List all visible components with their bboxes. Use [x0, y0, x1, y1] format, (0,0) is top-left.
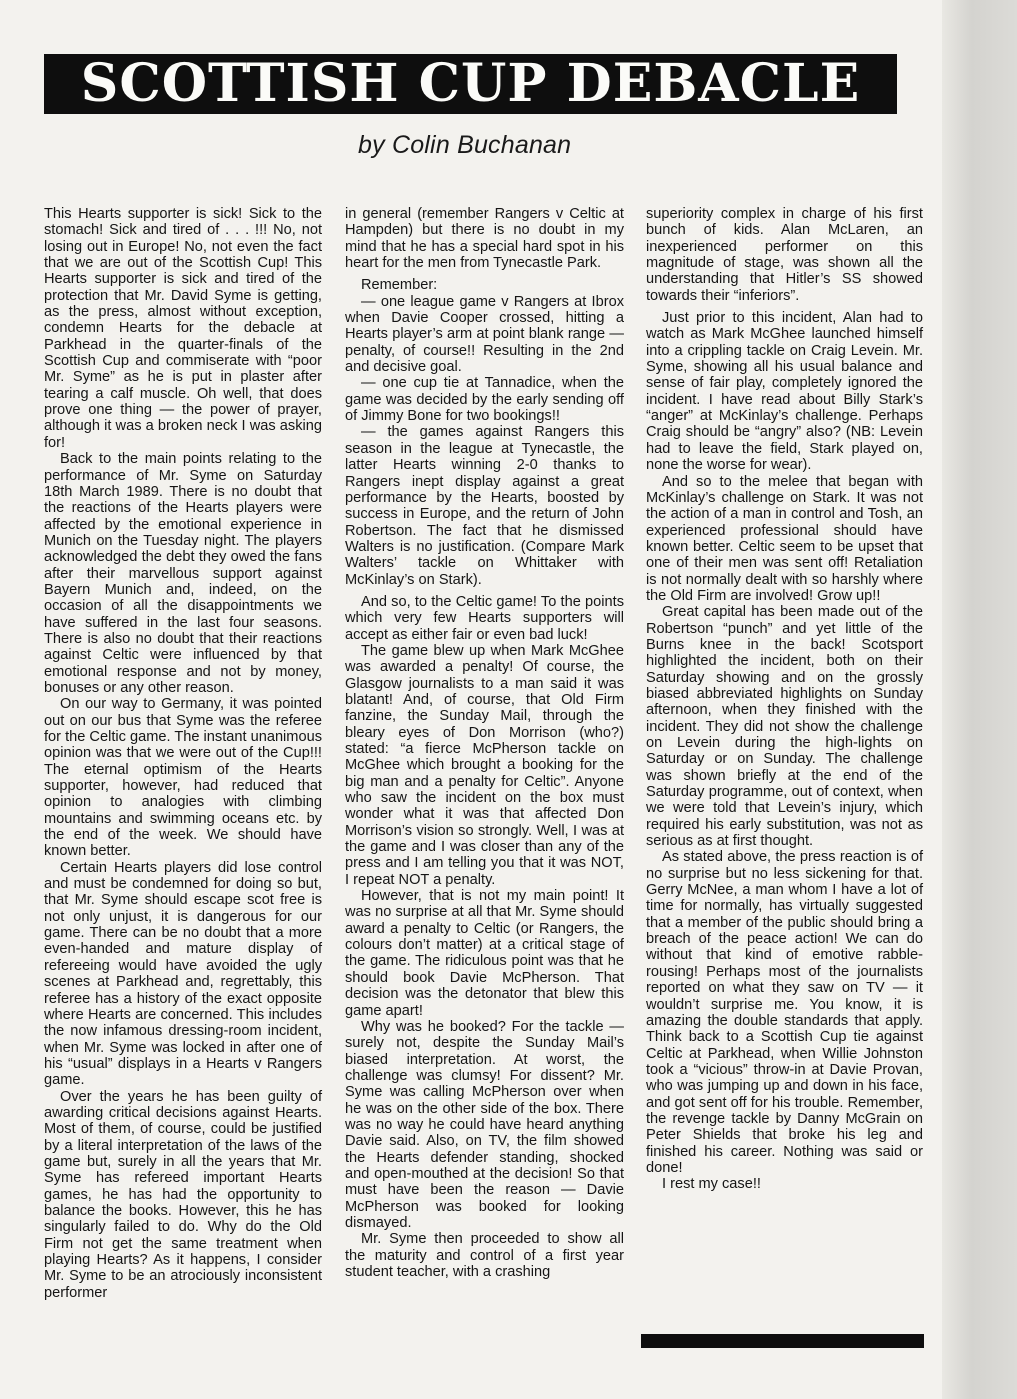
- title-banner: [44, 54, 897, 114]
- article-column-3: [646, 206, 923, 1193]
- paragraph: This Hearts supporter is sick! Sick to the stomach! Sick and tired of . . . !!! No, not losing out in Europe! No, not even the fact that we are out of the Scottish Cup! This Hearts supporter is sick and tired of the protection that Mr. David Syme is getting, as the press, almost without exception, condemn Hearts for the debacle at Parkhead in the quarter-finals of the Scottish Cup and commiserate with “poor Mr. Syme” as he is put in plaster after tearing a calf muscle. Oh well, that does prove one thing — the power of prayer, although it was a broken neck I was asking for!: [44, 206, 322, 451]
- paragraph: in general (remember Rangers v Celtic at Hampden) but there is no doubt in my mind that he has a special hard spot in his heart for the men from Tynecastle Park.: [345, 206, 624, 272]
- paragraph: Mr. Syme then proceeded to show all the maturity and control of a first year student teacher, with a crashing: [345, 1231, 624, 1280]
- paragraph: Back to the main points relating to the performance of Mr. Syme on Saturday 18th March 1989. There is no doubt that the reactions of the Hearts players were affected by the emotional experience in Munich on the Tuesday night. The players acknowledged the debt they owed the fans after their marvellous support against Bayern Munich and, indeed, on the occasion of all the disappointments we have suffered in the last four seasons. There is also no doubt that their reactions against Celtic were influenced by that emotional response and not by money, bonuses or any other reason.: [44, 451, 322, 696]
- paragraph: Why was he booked? For the tackle —surely not, despite the Sunday Mail’s biased interpretation. At worst, the challenge was clumsy! For dissent? Mr. Syme was calling McPherson over when he was on the other side of the box. There was no way he could have heard anything Davie said. Also, on TV, the film showed the Hearts defender standing, shocked and open-mouthed at the decision! So that must have been the reason — Davie McPherson was booked for looking dismayed.: [345, 1018, 624, 1231]
- end-of-article-rule: [641, 1334, 924, 1348]
- paragraph: superiority complex in charge of his first bunch of kids. Alan McLaren, an inexperienced performer on this magnitude of stage, was shown all the understanding that Hitler’s SS showed towards their “inferiors”.: [646, 206, 923, 304]
- paragraph: However, that is not my main point! It was no surprise at all that Mr. Syme should award a penalty to Celtic (or Rangers, the colours don’t matter) at a critical stage of the game. The ridiculous point was that he should book Davie McPherson. That decision was the detonator that blew this game apart!: [345, 888, 624, 1019]
- paragraph: I rest my case!!: [662, 1176, 761, 1193]
- paragraph: Over the years he has been guilty of awarding critical decisions against Hearts. Most of them, of course, could be justified by a literal interpretation of the laws of the game but, surely in all the years that Mr. Syme has refereed important Hearts games, he has had the opportunity to balance the books. However, this he has singularly failed to do. Why do the Old Firm not get the same treatment when playing Hearts? As it happens, I consider Mr. Syme to be an atrociously inconsistent performer: [44, 1088, 322, 1301]
- article-column-1: [44, 206, 322, 1301]
- paragraph: On our way to Germany, it was pointed out on our bus that Syme was the referee for the Celtic game. The instant unanimous opinion was that we were out of the Cup!!! The eternal optimism of the Hearts supporter, however, had reduced that opinion to analogies with climbing mountains and swimming oceans etc. by the end of the week. We should have known better.: [44, 696, 322, 860]
- paragraph: And so to the melee that began with McKinlay’s challenge on Stark. It was not the action of a man in control and Tosh, an experienced professional should have known better. Celtic seem to be upset that one of their men was sent off! Retaliation is not normally dealt with so harshly where the Old Firm are involved! Grow up!!: [646, 473, 923, 604]
- paragraph: Just prior to this incident, Alan had to watch as Mark McGhee launched himself into a crippling tackle on Craig Levein. Mr. Syme, showing all his usual balance and sense of fair play, completely ignored the incident. I have read about Billy Stark’s “anger” at McKinlay’s challenge. Perhaps Craig should be “angry” also? (NB: Levein had to leave the field, Stark played on, none the worse for wear).: [646, 310, 923, 474]
- paragraph: — one league game v Rangers at Ibrox when Davie Cooper crossed, hitting a Hearts player’s arm at point blank range — penalty, of course!! Resulting in the 2nd and decisive goal.: [345, 293, 624, 376]
- paragraph: — one cup tie at Tannadice, when the game was decided by the early sending off of Jimmy Bone for two bookings!!: [345, 375, 624, 425]
- paragraph: And so, to the Celtic game! To the points which very few Hearts supporters will accept as either fair or even bad luck!: [345, 593, 624, 643]
- paragraph: Certain Hearts players did lose control and must be condemned for doing so but, that Mr. Syme should escape scot free is not only unjust, it is dangerous for our game. There can be no doubt that a more even-handed and mature display of refereeing would have avoided the ugly scenes at Parkhead and, regrettably, this referee has a history of the exact opposite where Hearts are concerned. This includes the now infamous dressing-room incident, when Mr. Syme was locked in after one of his “usual” displays in a Hearts v Rangers game.: [44, 859, 322, 1089]
- article-column-2: [345, 206, 624, 1280]
- paragraph: Remember:: [361, 277, 438, 294]
- page-edge-shadow: [942, 0, 1017, 1399]
- article-title: SCOTTISH CUP DEBACLE: [80, 53, 861, 114]
- paragraph: Great capital has been made out of the Robertson “punch” and yet little of the Burns knee in the back! Scotsport highlighted the incident, both on their Saturday showing and on the grossly biased abbreviated highlights on Sunday afternoon, when they finished with the incident. They did not show the challenge on Levein during the high-lights on Saturday or on Sunday. The challenge was shown briefly at the end of the Saturday programme, out of context, when we were told that Levein’s injury, which required his early substitution, was not as serious as at first thought.: [646, 604, 923, 850]
- paragraph: The game blew up when Mark McGhee was awarded a penalty! Of course, the Glasgow journalists to a man said it was blatant! And, of course, that Old Firm fanzine, the Sunday Mail, through the bleary eyes of Don Morrison (who?) stated: “a fierce McPherson tackle on McGhee which brought a booking for the big man and a penalty for Celtic”. Anyone who saw the incident on the box must wonder what it was that affected Don Morrison’s vision so strongly. Well, I was at the game and I was closer than any of the press and I am telling you that it was NOT, I repeat NOT a penalty.: [345, 642, 624, 888]
- paragraph: As stated above, the press reaction is of no surprise but no less sickening for that. Gerry McNee, a man whom I have a lot of time for normally, has virtually suggested that a member of the public should bring a breach of the peace action! We can do without that kind of emotive rabble-rousing! Perhaps most of the journalists reported on what they saw on TV — it wouldn’t surprise me. You know, it is amazing the double standards that apply. Think back to a Scottish Cup tie against Celtic at Parkhead, when Willie Johnston took a “vicious” throw-in at Davie Provan, who was jumping up and down in his face, and got sent off for his trouble. Remember, the revenge tackle by Danny McGrain on Peter Shields that broke his leg and finished his career. Nothing was said or done!: [646, 849, 923, 1176]
- paragraph: — the games against Rangers this season in the league at Tynecastle, the latter Hearts winning 2-0 thanks to Rangers inept display against a great performance by the Hearts, boosted by success in Europe, and the return of John Robertson. The fact that he dismissed Walters is no justification. (Compare Mark Walters’ tackle on Whittaker with McKinlay’s on Stark).: [345, 424, 624, 588]
- byline: by Colin Buchanan: [358, 131, 572, 159]
